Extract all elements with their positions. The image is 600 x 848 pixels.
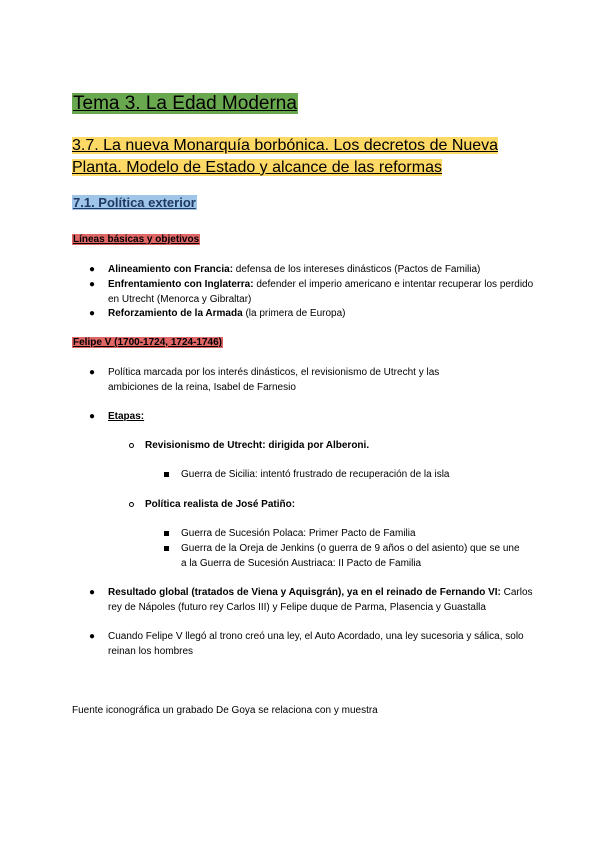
list-item: Política marcada por los interés dinásticos, el revisionismo de Utrecht y las ambiciones de la reina, Isabel de Farnesio — [108, 367, 440, 393]
document-page: Tema 3. La Edad Moderna 3.7. La nueva Monarquía borbónica. Los decretos de Nueva Planta. Modelo de Estado y alcance de las reformas 7.1. Política exterior Líneas básicas y objetivos ● Alineamiento con Francia: defensa de los intereses dinásticos (Pactos de Familia) ● Enfrentamiento con Inglaterra: defender el imperio americano e intentar recuperar los perdido en Utrecht (Menorca y Gibraltar) ● Reforzamiento de la Armada (la primera de Europa) Felipe V (1700-1724, 1724-1746) ● Política marcada por los interés dinásticos, el revisionismo de Utrecht y las ambiciones de la reina, Isabel de Farnesio ● Etapas: Revisionismo de Utrecht: dirigida por Alberoni. Guerra de Sicilia: intentó frustrado de recuperación de la isla Política realista de José Patiño: Guerra de Sucesión Polaca: Primer Pacto de Familia Guerra de la Oreja de Jenkins (o guerra de 9 años o del asiento) que se une a la Guerra de Sucesión Austriaca: II Pacto de Familia ● Resultado global (tratados de Viena y Aquisgrán), ya en el reinado de Fernando VI: Carlos rey de Nápoles (futuro rey Carlos III) y Felipe duque de Parma, Plasencia y Guastalla ● Cuando Felipe V llegó al trono creó una ley, el Auto Acordado, una ley sucesoria y sálica, solo reinan los hombres Fuente iconográfica un grabado De Goya se relaciona con y muestra — [0, 0, 600, 848]
etapa-item: Guerra de Sicilia: intentó frustrado de recuperación de la isla — [181, 469, 450, 480]
etapa-item: Guerra de Sucesión Polaca: Primer Pacto de Familia — [181, 528, 416, 539]
square-bullet-icon — [164, 531, 169, 536]
square-bullet-icon — [164, 546, 169, 551]
list-item: Reforzamiento de la Armada (la primera de Europa) — [108, 308, 346, 319]
etapas-label: Etapas: — [108, 411, 145, 422]
list-item: Enfrentamiento con Inglaterra: defender el imperio americano e intentar recuperar los perdido en Utrecht (Menorca y Gibraltar) — [108, 279, 534, 305]
list-item: Resultado global (tratados de Viena y Aquisgrán), ya en el reinado de Fernando VI: Carlos rey de Nápoles (futuro rey Carlos III) y Felipe duque de Parma, Plasencia y Guastalla — [108, 587, 533, 613]
circle-bullet-icon — [129, 502, 134, 507]
circle-bullet-icon — [129, 443, 134, 448]
felipe-heading: Felipe V (1700-1724, 1724-1746) — [73, 337, 222, 348]
etapa-item: Guerra de la Oreja de Jenkins (o guerra de 9 años o del asiento) que se une a la Guerra de Sucesión Austriaca: II Pacto de Familia — [181, 543, 520, 569]
list-item: Cuando Felipe V llegó al trono creó una ley, el Auto Acordado, una ley sucesoria y sálica, solo reinan los hombres — [108, 631, 524, 657]
page-title: Tema 3. La Edad Moderna — [73, 93, 297, 114]
subtitle: 3.7. La nueva Monarquía borbónica. Los decretos de Nueva Planta. Modelo de Estado y alcance de las reformas — [72, 137, 499, 176]
etapa-label: Política realista de José Patiño: — [145, 499, 296, 510]
square-bullet-icon — [164, 472, 169, 477]
fuente-text: Fuente iconográfica un grabado De Goya se relaciona con y muestra — [72, 705, 378, 716]
lineas-heading: Líneas básicas y objetivos — [73, 234, 200, 245]
etapa-label: Revisionismo de Utrecht: dirigida por Alberoni. — [145, 440, 370, 451]
list-item: Alineamiento con Francia: defensa de los intereses dinásticos (Pactos de Familia) — [108, 264, 481, 275]
section-heading: 7.1. Política exterior — [73, 195, 196, 210]
